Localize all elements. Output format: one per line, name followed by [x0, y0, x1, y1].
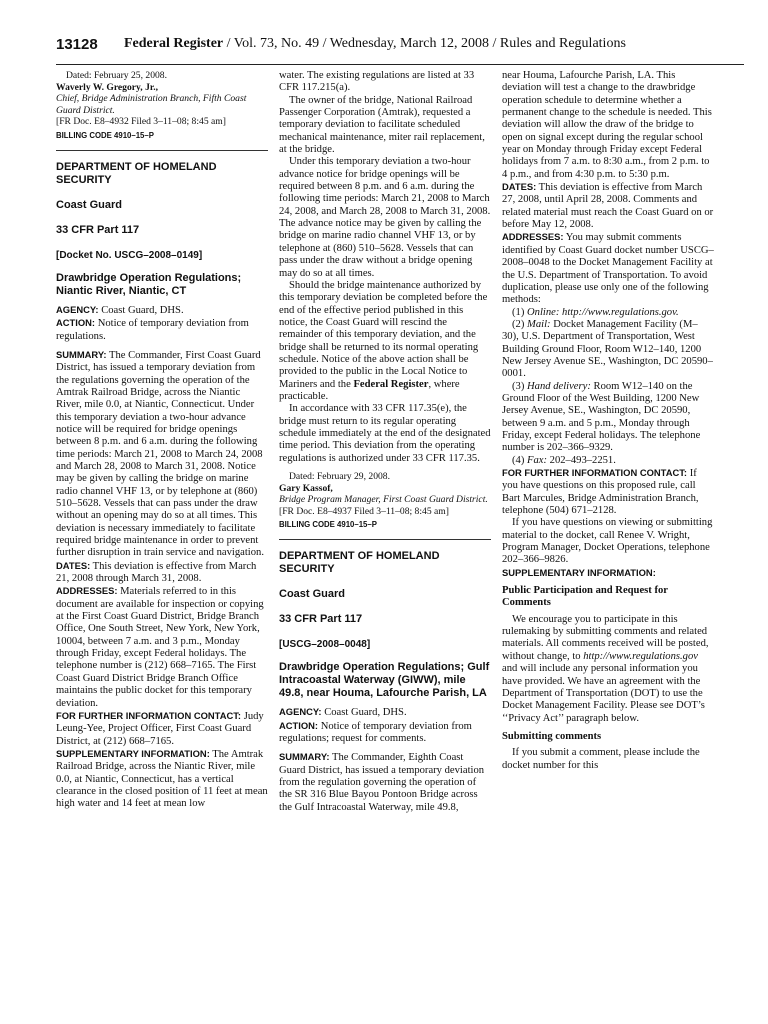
action-text: Notice of temporary deviation from regulations; request for comments.: [279, 720, 472, 745]
agency-paragraph: [279, 706, 491, 719]
further-info-text: If you have questions on this proposed rule, call Bart Marcules, Bridge Administration Branch, telephone (504) 671–2128.: [502, 468, 699, 517]
agency-label: AGENCY:: [56, 303, 99, 315]
method-text: 202–493–2251.: [547, 454, 616, 466]
method-number: (1): [512, 306, 528, 318]
body-text: Should the bridge maintenance authorized by this temporary deviation be completed before the end of the effective period published in this notice, the Coast Guard will rescind the remainder of this temporary deviation, and the bridge shall be returned to its normal operating schedule. Notice of the above action shall be provided to the public in the Local Notice to Mariners and the: [279, 279, 488, 390]
agency-heading: Coast Guard: [279, 588, 346, 601]
page-number: 13128: [56, 36, 98, 53]
supplementary-label: SUPPLEMENTARY INFORMATION:: [56, 747, 210, 759]
body-paragraph: water. The existing regulations are listed at 33 CFR 117.215(a).: [279, 70, 475, 94]
publication-name: Federal Register: [124, 36, 224, 51]
action-label: ACTION:: [279, 719, 319, 731]
addresses-text: You may submit comments identified by Coast Guard docket number USCG–2008–0048 to the Docket Management Facility at the U.S. Department of Transportation. To avoid duplication, please use only one of the following methods:: [502, 232, 714, 306]
body-paragraph: [279, 280, 491, 403]
rule-subject: Drawbridge Operation Regulations; Niantic River, Niantic, CT: [56, 271, 242, 297]
method-text: Docket Management Facility (M–30), U.S. Department of Transportation, West Building Ground Floor, Room W12–140, 1200 New Jersey Avenue SE., Washington, DC 20590–0001.: [502, 318, 713, 380]
billing-code: BILLING CODE 4910–15–P: [56, 130, 154, 140]
dates-text: This deviation is effective from March 21, 2008 through March 31, 2008.: [56, 560, 257, 585]
method-text: Room W12–140 on the Ground Floor of the West Building, 1200 New Jersey Avenue, SE., Washington, DC 20590, between 9 a.m. and 5 p.m., Monday through Friday, except Federal holidays. The telephone number is 202–366–9329.: [502, 380, 701, 454]
signer-title: Chief, Bridge Administration Branch, Fifth Coast Guard District.: [56, 93, 247, 116]
body-paragraph: [502, 614, 714, 725]
body-text: , where practicable.: [279, 378, 460, 402]
further-info-paragraph: [502, 467, 714, 517]
further-info-text: Judy Leung-Yee, Project Officer, First Coast Guard District, at (212) 668–7165.: [56, 710, 264, 747]
regulations-link[interactable]: http://www.regulations.gov: [583, 650, 698, 662]
dated-line: Dated: February 25, 2008.: [66, 70, 167, 81]
cfr-part-heading: 33 CFR Part 117: [56, 223, 140, 236]
supplementary-paragraph: [56, 748, 268, 811]
method-hand-delivery: [502, 381, 714, 455]
issue-details: / Vol. 73, No. 49 / Wednesday, March 12, 2008 / Rules and Regulations: [223, 36, 626, 51]
agency-paragraph: [56, 304, 268, 317]
column-2: [279, 70, 491, 1024]
dates-paragraph: [56, 560, 268, 586]
fr-doc-line: [FR Doc. E8–4937 Filed 3–11–08; 8:45 am]: [279, 505, 449, 517]
addresses-text: Materials referred to in this document are available for inspection or copying at the First Coast Guard District, Bridge Branch Office, One South Street, New York, New York, 10004, between 7 a.m. and 3 p.m., Monday through Friday, except Federal holidays. The telephone number is (212) 668–7165. The First Coast Guard District Bridge Branch Office maintains the public docket for this temporary deviation.: [56, 586, 264, 709]
rule-subject: Drawbridge Operation Regulations; Gulf Intracoastal Waterway (GIWW), mile 49.8, near Houma, Lafourche Parish, LA: [279, 661, 490, 700]
column-3: [502, 70, 714, 1024]
signer-name: Gary Kassof,: [279, 482, 333, 494]
further-info-label: FOR FURTHER INFORMATION CONTACT:: [56, 709, 242, 721]
submitting-comments-heading: Submitting comments: [502, 730, 602, 742]
addresses-paragraph: [502, 231, 714, 306]
action-text: Notice of temporary deviation from regulations.: [56, 318, 249, 342]
dates-label: DATES:: [502, 181, 537, 193]
body-paragraph: The owner of the bridge, National Railroad Passenger Corporation (Amtrak), requested a temporary deviation to facilitate scheduled mechanical maintenance, miter rail replacement, at the bridge.: [279, 94, 485, 156]
running-head: [124, 36, 626, 52]
supplementary-label: SUPPLEMENTARY INFORMATION:: [502, 566, 656, 578]
supplementary-text: The Amtrak Railroad Bridge, across the Niantic River, mile 0.0, at Niantic, Connecticut, has a vertical clearance in the closed position of 11 feet at mean high water and 14 feet at mean low: [56, 748, 268, 810]
signer-name: Waverly W. Gregory, Jr.,: [56, 81, 159, 93]
method-label: Mail:: [527, 318, 551, 330]
method-online: [502, 307, 714, 319]
method-number: (4): [512, 454, 528, 466]
summary-paragraph: [279, 751, 491, 814]
body-paragraph: In accordance with 33 CFR 117.35(e), the bridge must return to its regular operating schedule immediately at the end of the designated time period. This deviation from the operating regulations is authorized under 33 CFR 117.35.: [279, 403, 491, 464]
addresses-paragraph: [56, 585, 268, 709]
body-text: and will include any personal information you have provided. We have an agreement with the Department of Transportation (DOT) to use the Docket Management Facility. Please see DOT’s ‘‘Privacy Act’’ paragraph below.: [502, 663, 705, 724]
body-text: We encourage you to participate in this rulemaking by submitting comments and related materials. All comments received will be posted, without change, to: [502, 613, 709, 662]
department-heading: DEPARTMENT OF HOMELAND SECURITY: [56, 160, 217, 186]
action-paragraph: [279, 720, 491, 746]
agency-text: Coast Guard, DHS.: [98, 304, 184, 316]
method-number: (3): [512, 380, 528, 392]
summary-text: The Commander, Eighth Coast Guard District, has issued a temporary deviation from the regulation governing the operation of the SR 316 Blue Bayou Pontoon Bridge across the Gulf Intracoastal Waterway, mile 49.8,: [279, 752, 485, 813]
method-number: (2): [512, 318, 528, 330]
method-fax: [502, 455, 714, 467]
section-divider: [279, 539, 491, 540]
dates-text: This deviation is effective from March 27, 2008, until April 28, 2008. Comments and related material must reach the Coast Guard on or before May 12, 2008.: [502, 182, 714, 231]
addresses-label: ADDRESSES:: [56, 585, 118, 597]
signer-title: Bridge Program Manager, First Coast Guard District.: [279, 494, 488, 505]
dates-label: DATES:: [56, 559, 91, 571]
action-label: ACTION:: [56, 317, 96, 329]
page-header: [56, 36, 744, 65]
method-label: Online:: [527, 306, 560, 318]
addresses-label: ADDRESSES:: [502, 231, 564, 243]
dates-paragraph: [502, 181, 714, 231]
method-mail: [502, 319, 714, 381]
further-info-paragraph: [56, 710, 268, 748]
docket-number: [Docket No. USCG–2008–0149]: [56, 249, 203, 261]
summary-label: SUMMARY:: [56, 348, 107, 360]
method-label: Fax:: [527, 454, 548, 466]
agency-heading: Coast Guard: [56, 198, 123, 211]
action-paragraph: [56, 317, 268, 343]
column-1: [56, 70, 268, 1024]
billing-code: BILLING CODE 4910–15–P: [279, 520, 377, 529]
docket-number: [USCG–2008–0048]: [279, 639, 371, 651]
body-paragraph: If you have questions on viewing or submitting material to the docket, call Renee V. Wright, Program Manager, Docket Operations, telephone 202–366–9826.: [502, 517, 713, 566]
further-info-label: FOR FURTHER INFORMATION CONTACT:: [502, 467, 688, 478]
agency-label: AGENCY:: [279, 706, 322, 718]
summary-label: SUMMARY:: [279, 751, 330, 763]
body-paragraph: near Houma, Lafourche Parish, LA. This deviation will test a change to the drawbridge operation schedule to determine whether a permanent change to the schedule is needed. This deviation will allow the draw of the bridge to open on signal except during the regular school year on Monday through Friday except Federal holidays from 7 a.m. to 8:30 a.m., from 2 p.m. to 4 p.m., and from 4:30 p.m. to 5:30 p.m.: [502, 70, 712, 180]
cfr-part-heading: 33 CFR Part 117: [279, 613, 363, 626]
summary-text: The Commander, First Coast Guard District, has issued a temporary deviation from the regulations governing the operation of the Amtrak Railroad Bridge, across the Niantic River, mile 0.0, at Niantic, Connecticut. Under this temporary deviation a two-hour advance notice will be required for bridge openings between 8 p.m. and 6 a.m. during the following time periods: March 21, 2008 to March 24, 2008 and March 28, 2008 to March 31, 2008. Notice may be given by calling the bridge on marine radio channel VHF 13, or by telephone at (860) 510–5628. Vessels that can pass under the draw without an opening may do so at all times. This deviation is necessary immediately to facilitate required bridge maintenance in order to prevent further disruption in train service and navigation.: [56, 349, 264, 559]
federal-register-ref: Federal Register: [353, 378, 429, 390]
dated-line: Dated: February 29, 2008.: [289, 471, 390, 482]
agency-text: Coast Guard, DHS.: [321, 707, 407, 719]
regulations-link[interactable]: http://www.regulations.gov.: [559, 306, 679, 318]
method-label: Hand delivery:: [527, 380, 591, 392]
body-paragraph: Under this temporary deviation a two-hour advance notice for bridge openings will be required between 8 p.m. and 6 a.m. during the following time periods: March 21, 2008 to March 24, 2008, and March 28, 2008 to March 31, 2008. The advance notice may be given by calling the bridge on marine radio channel VHF 13, or by telephone at (860) 510–5628. Vessels that can pass under the draw without a bridge opening may do so at all times.: [279, 156, 491, 279]
public-participation-heading: Public Participation and Request for Comments: [502, 585, 668, 609]
fr-doc-line: [FR Doc. E8–4932 Filed 3–11–08; 8:45 am]: [56, 116, 226, 127]
section-divider: [56, 150, 268, 151]
department-heading: DEPARTMENT OF HOMELAND SECURITY: [279, 550, 440, 576]
body-paragraph: If you submit a comment, please include the docket number for this: [502, 747, 700, 771]
summary-paragraph: [56, 349, 268, 560]
